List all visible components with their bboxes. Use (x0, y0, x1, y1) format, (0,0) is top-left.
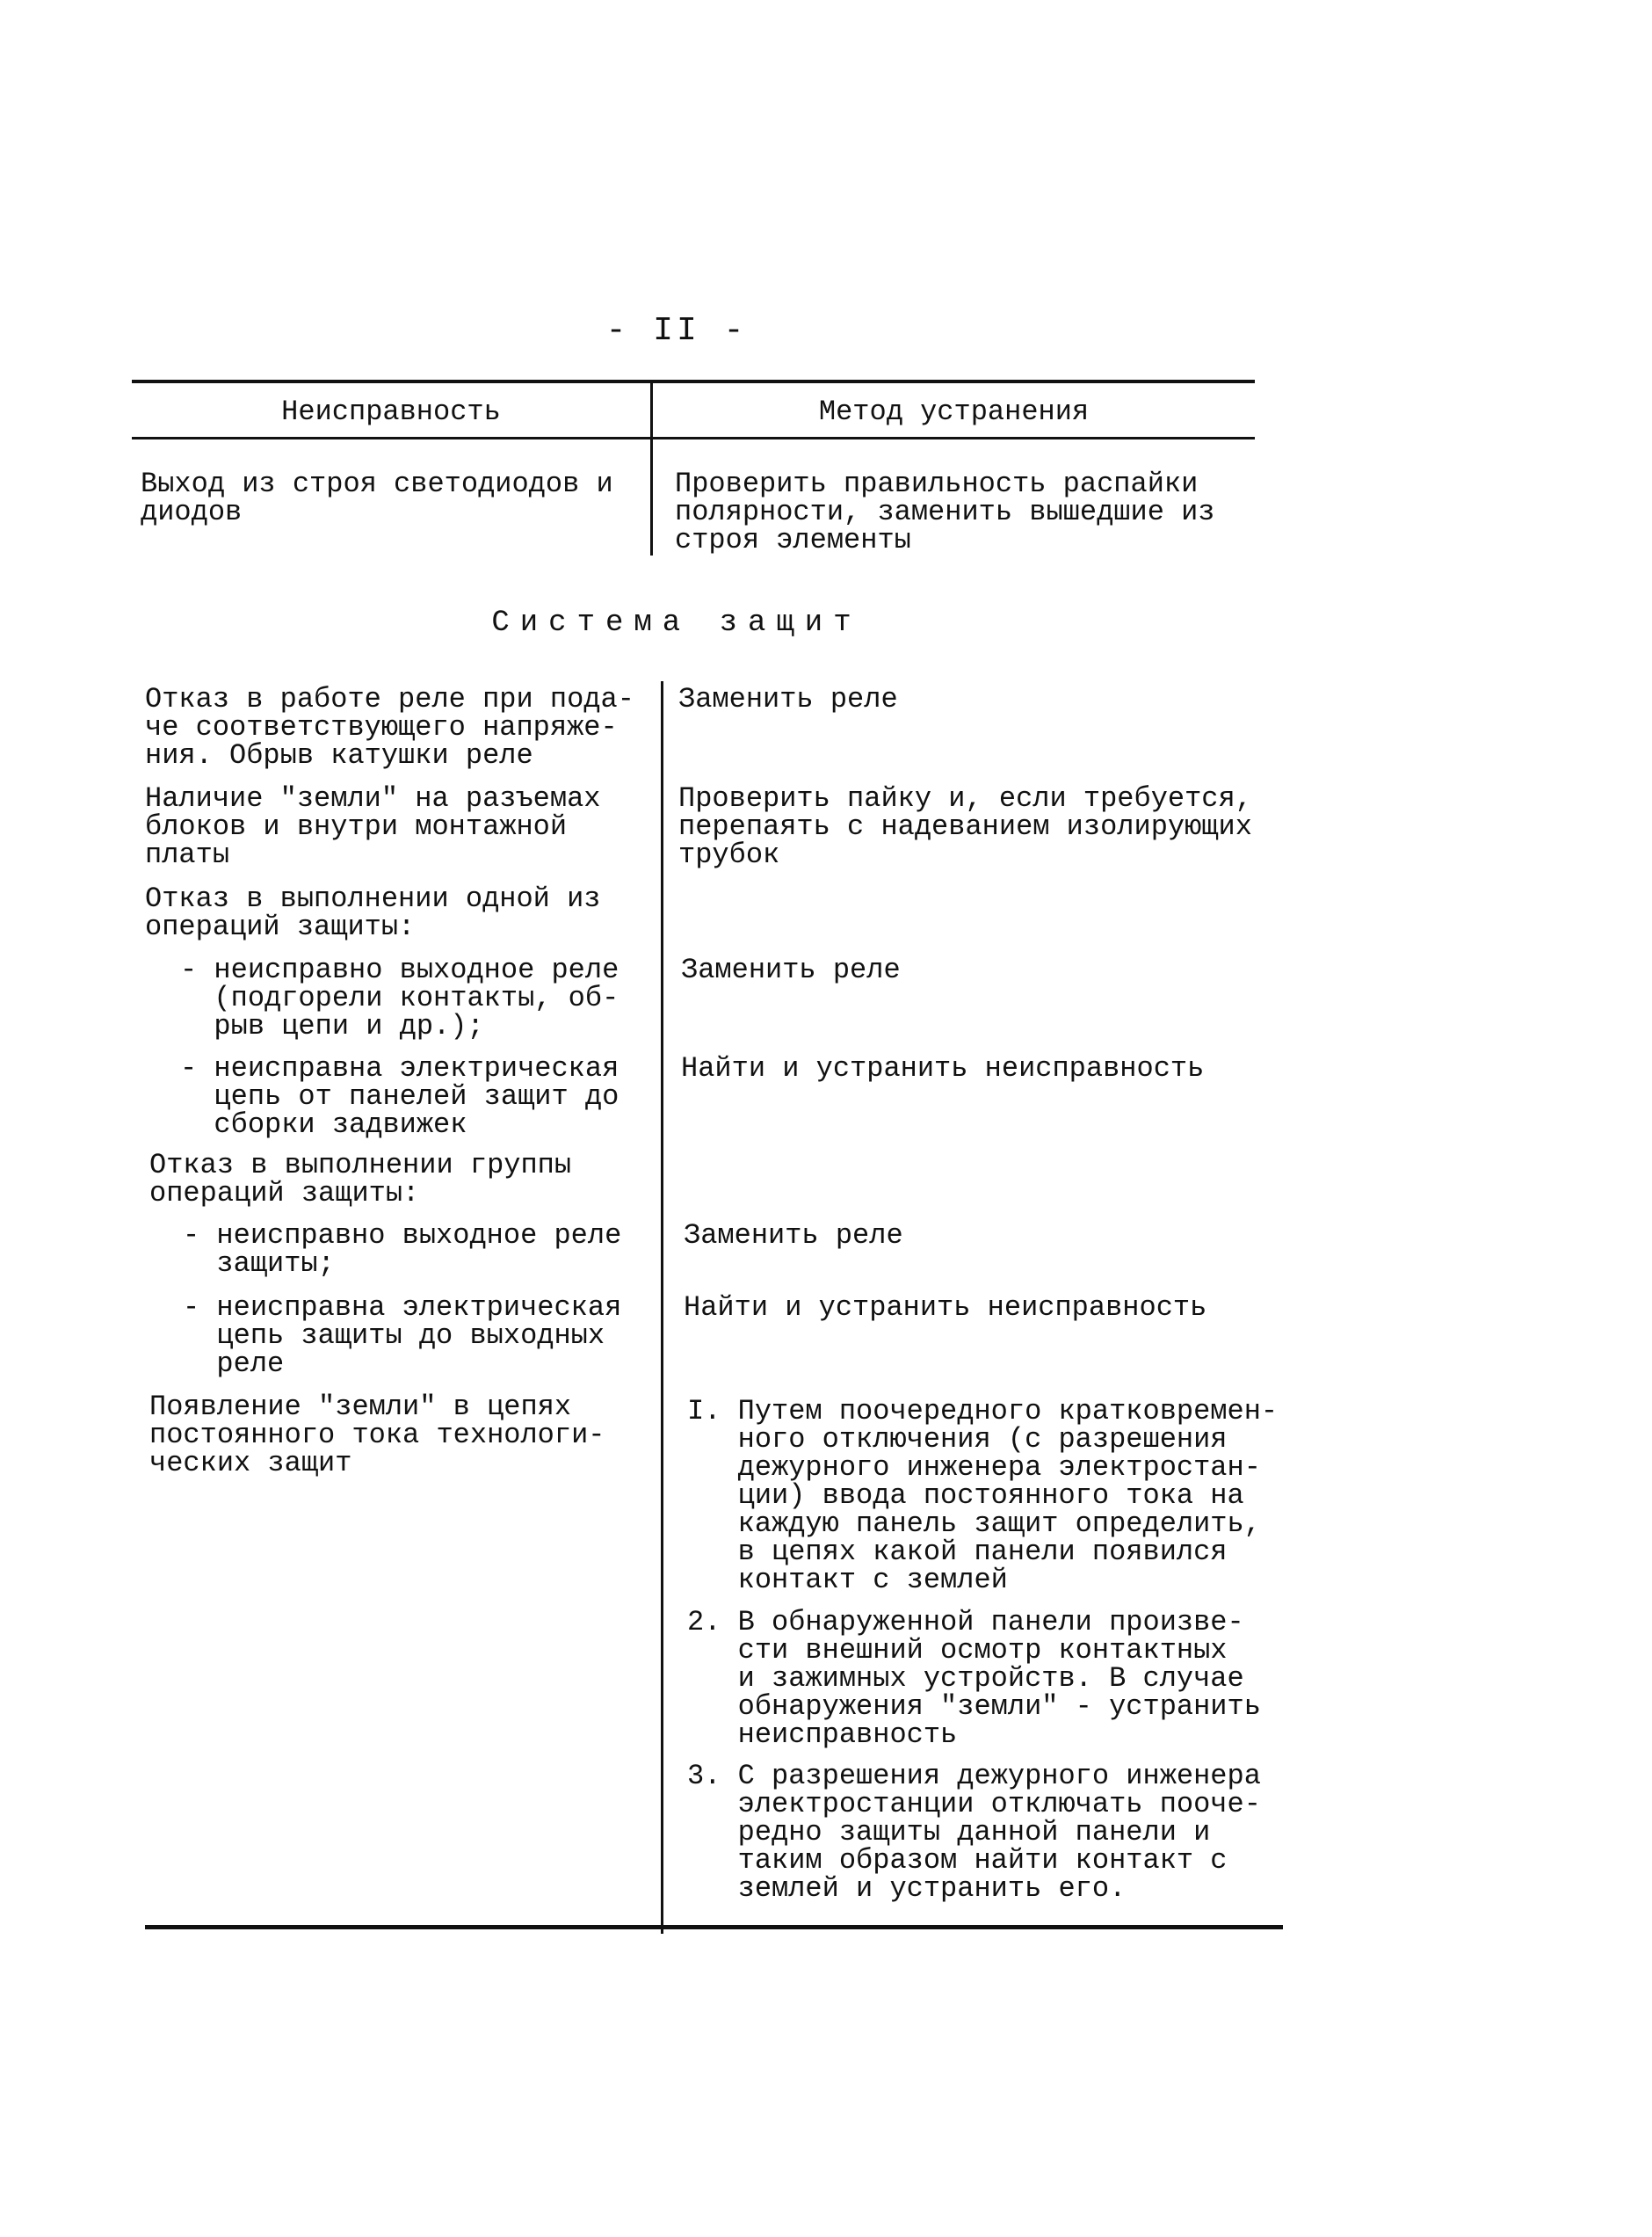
row-method: 3. С разрешения дежурного инженера электростанции отключать пооче- редно защиты данной панели и таким образом найти контакт с землей и устранить его. (687, 1760, 1261, 1905)
section-title: Система защит (491, 606, 862, 640)
row-top-fault: Выход из строя светодиодов и диодов (141, 468, 613, 528)
row-method: Заменить реле (681, 954, 901, 986)
table-bottom-rule (145, 1925, 1283, 1929)
row-method: Заменить реле (684, 1219, 903, 1252)
header-fault: Неисправность (281, 396, 501, 428)
row-method: Проверить пайку и, если требуется, перепаять с надеванием изолирующих трубок (678, 782, 1252, 871)
row-fault: - неисправно выходное реле защиты; (183, 1219, 622, 1280)
table-top-rule (132, 380, 1255, 383)
table-divider-main (661, 681, 663, 1934)
header-method: Метод устранения (818, 396, 1090, 428)
row-fault: Появление "земли" в цепях постоянного тока технологи- ческих защит (149, 1391, 605, 1479)
table-header-rule (132, 437, 1255, 439)
row-method: Найти и устранить неисправность (681, 1052, 1205, 1085)
row-method: 2. В обнаруженной панели произве- сти внешний осмотр контактных и зажимных устройств. В случае обнаружения "земли" - устранить неисправность (687, 1606, 1261, 1751)
row-fault: - неисправна электрическая цепь от панелей защит до сборки задвижек (180, 1052, 620, 1141)
page-number: - II - (605, 312, 748, 350)
row-fault: Отказ в работе реле при пода- че соответствующего напряже- ния. Обрыв катушки реле (145, 683, 634, 772)
row-fault: - неисправна электрическая цепь защиты до выходных реле (183, 1291, 622, 1380)
row-fault: Отказ в выполнении группы операций защиты: (149, 1149, 572, 1209)
row-top-method: Проверить правильность распайки полярности, заменить вышедшие из строя элементы (675, 468, 1215, 556)
row-method: Заменить реле (678, 683, 898, 715)
row-fault: - неисправно выходное реле (подгорели контакты, об- рыв цепи и др.); (180, 954, 620, 1042)
row-fault: Отказ в выполнении одной из операций защиты: (145, 882, 601, 943)
row-method: I. Путем поочередного кратковремен- ного отключения (с разрешения дежурного инженера электростан- ции) ввода постоянного тока на каждую панель защит определить, в цепях какой панели появился контакт с землей (687, 1395, 1279, 1596)
row-fault: Наличие "земли" на разъемах блоков и внутри монтажной платы (145, 782, 601, 871)
row-method: Найти и устранить неисправность (684, 1291, 1207, 1324)
